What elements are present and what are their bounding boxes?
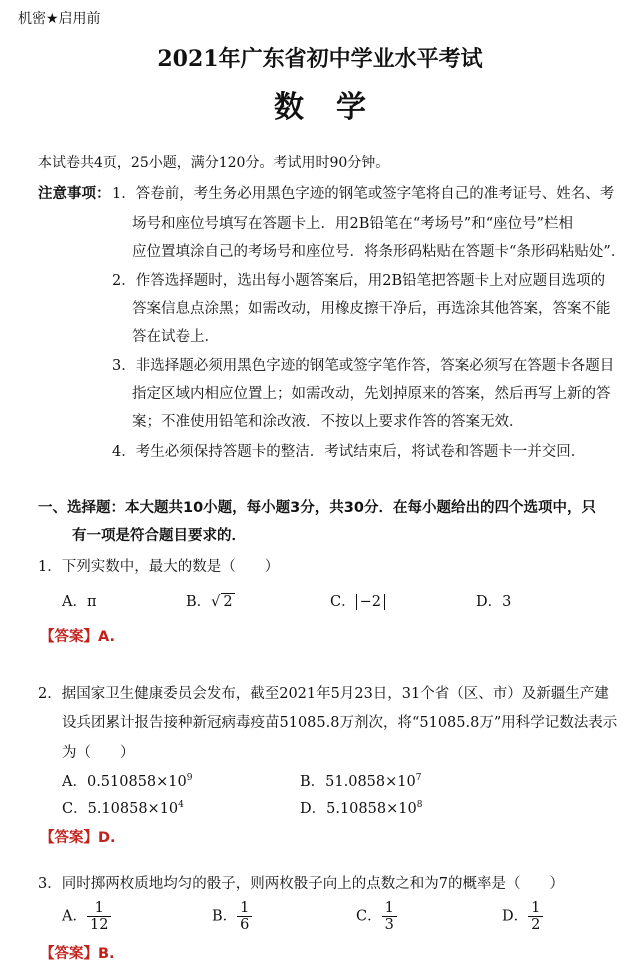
note-line: 2．作答选择题时，选出每小题答案后，用2B铅笔把答题卡上对应题目选项的 [112, 273, 606, 289]
exam-title: 2021年广东省初中学业水平考试 [157, 46, 483, 72]
note-line: 场号和座位号填写在答题卡上．用2B铅笔在“考场号”和“座位号”栏相 [132, 216, 574, 232]
q1-option-d: D．3 [476, 594, 512, 610]
question-2-line: 为（ ） [62, 745, 135, 761]
q3-option-a: A． $\frac{1}{12}$ [62, 900, 111, 933]
question-1-stem: 1．下列实数中，最大的数是（ ） [38, 559, 280, 575]
confidential-label: 机密★启用前 [18, 11, 101, 27]
note-line: 答案信息点涂黑；如需改动，用橡皮擦干净后，再选涂其他答案，答案不能 [132, 301, 611, 317]
q3-answer: 【答案】B. [40, 946, 115, 962]
section-heading-cont: 有一项是符合题目要求的． [72, 528, 246, 544]
q3-option-c: C． $\frac{1}{3}$ [356, 900, 397, 933]
exam-info: 本试卷共4页，25小题，满分120分。考试用时90分钟。 [38, 155, 390, 171]
q1-option-c: C． −2 [330, 590, 385, 611]
fraction: $\frac{1}{3}$ [382, 900, 397, 933]
q3-option-b: B． $\frac{1}{6}$ [212, 900, 252, 933]
q2-option-d: D．$5.10858\times 10^8$ [300, 800, 423, 817]
note-line: 1．答卷前，考生务必用黑色字迹的钢笔或签字笔将自己的准考证号、姓名、考 [112, 186, 615, 202]
note-line: 3．非选择题必须用黑色字迹的钢笔或签字笔作答，答案必须写在答题卡各题目 [112, 358, 615, 374]
fraction: $\frac{1}{2}$ [528, 900, 543, 933]
q2-option-b: B．$51.0858\times 10^7$ [300, 773, 422, 790]
q3-option-d: D． $\frac{1}{2}$ [502, 900, 543, 933]
absolute-value: −2 [356, 594, 385, 610]
note-line: 指定区域内相应位置上；如需改动，先划掉原来的答案，然后再写上新的答 [132, 386, 611, 402]
q1-option-a: A．π [62, 594, 97, 610]
question-2-line: 设兵团累计报告接种新冠病毒疫苗51085.8万剂次，将“51085.8万”用科学记数法表示 [62, 715, 618, 731]
q1-answer: 【答案】A. [40, 629, 115, 645]
fraction: $\frac{1}{6}$ [237, 900, 252, 933]
note-line: 案；不准使用铅笔和涂改液．不按以上要求作答的答案无效． [132, 414, 524, 430]
q2-option-a: A．$0.510858\times 10^9$ [62, 773, 193, 790]
sqrt-symbol: √ 2 [211, 594, 233, 610]
q2-option-c: C．$5.10858\times 10^4$ [62, 800, 184, 817]
subject-title: 数学 [274, 90, 398, 125]
q2-answer: 【答案】D. [40, 830, 116, 846]
note-line: 应位置填涂自己的考场号和座位号．将条形码粘贴在答题卡“条形码粘贴处”． [132, 244, 626, 260]
question-3-stem: 3．同时掷两枚质地均匀的骰子，则两枚骰子向上的点数之和为7的概率是（ ） [38, 876, 564, 892]
note-line: 答在试卷上． [132, 329, 219, 345]
note-line: 4．考生必须保持答题卡的整洁．考试结束后，将试卷和答题卡一并交回． [112, 444, 586, 460]
fraction: $\frac{1}{12}$ [87, 900, 111, 933]
q1-option-b: B．√ 2 [186, 594, 233, 610]
section-heading: 一、选择题：本大题共10小题，每小题3分，共30分．在每小题给出的四个选项中，只 [38, 500, 596, 516]
notes-label: 注意事项： [38, 186, 111, 202]
question-2-line: 2．据国家卫生健康委员会发布，截至2021年5月23日，31个省（区、市）及新疆生产建 [38, 686, 609, 702]
